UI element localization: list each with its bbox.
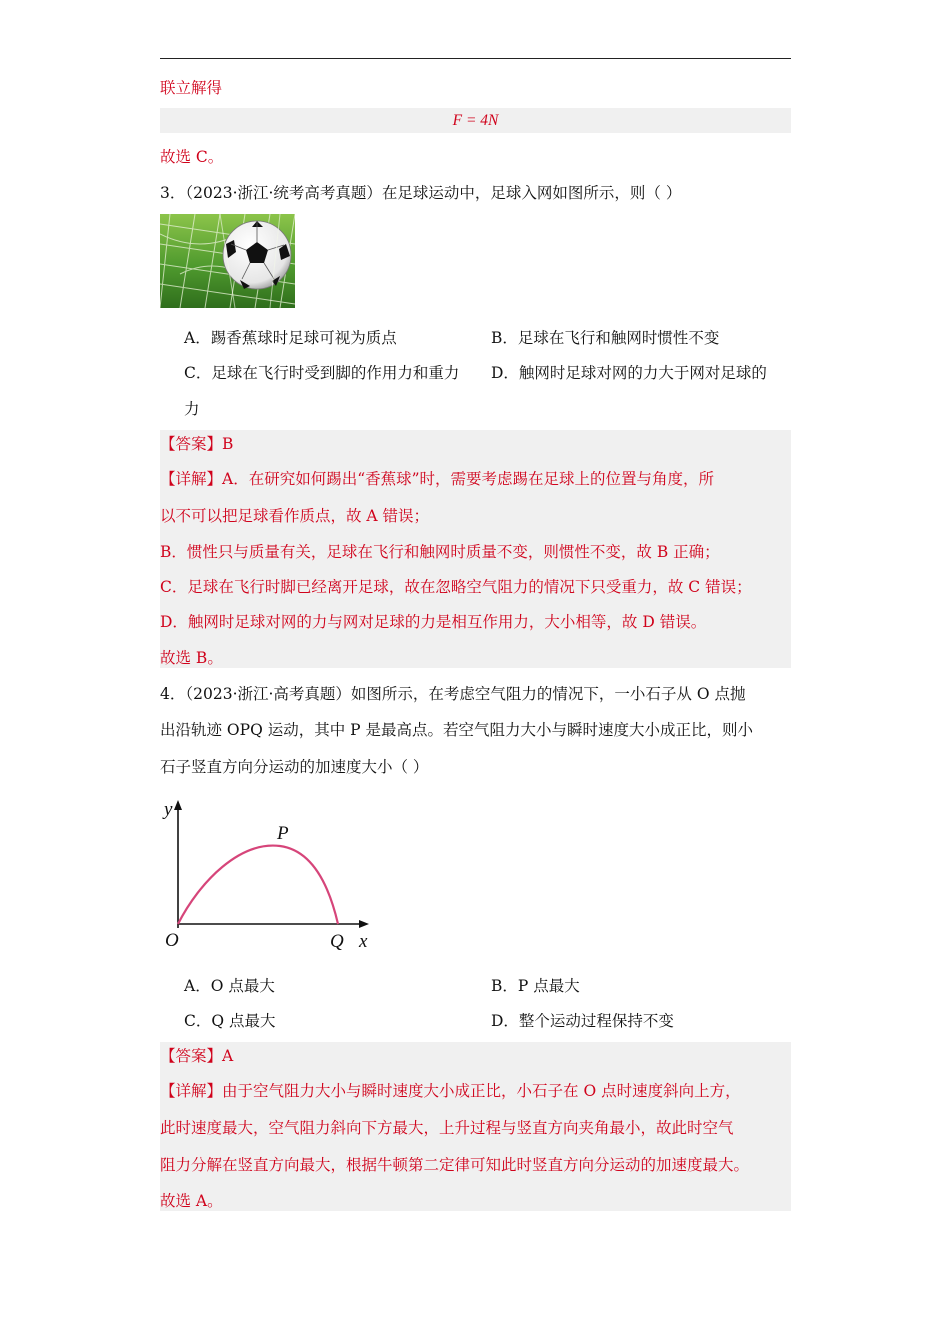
q4-detail-text-1: 由于空气阻力大小与瞬时速度大小成正比，小石子在 O 点时速度斜向上方，	[222, 1082, 741, 1100]
x-label: x	[359, 931, 368, 952]
q3-detail-line-3: B．惯性只与质量有关，足球在飞行和触网时质量不变，则惯性不变，故 B 正确；	[160, 543, 720, 561]
q4-option-b: B．P 点最大	[491, 977, 580, 995]
q4-option-c: C．Q 点最大	[184, 1012, 276, 1030]
q3-detail-line-5: D．触网时足球对网的力与网对足球的力是相互作用力，大小相等，故 D 错误。	[160, 613, 707, 631]
q3-option-b: B．足球在飞行和触网时惯性不变	[491, 329, 720, 347]
point-q-label: Q	[330, 931, 344, 952]
q3-detail-line-2: 以不可以把足球看作质点，故 A 错误；	[160, 507, 430, 525]
q3-detail-line-6: 故选 B。	[160, 649, 223, 667]
q4-stem-line-3: 石子竖直方向分运动的加速度大小（ ）	[160, 758, 429, 776]
q3-detail-line-1	[160, 468, 714, 490]
y-axis-arrow-icon	[174, 800, 182, 810]
q4-detail-line-4: 故选 A。	[160, 1192, 223, 1210]
q4-stem-text-1: （2023·浙江·高考真题）如图所示，在考虑空气阻力的情况下，一小石子从 O 点抛	[185, 685, 746, 703]
y-label: y	[164, 799, 173, 820]
q4-detail-line-3: 阻力分解在竖直方向最大，根据牛顿第二定律可知此时竖直方向分运动的加速度最大。	[160, 1156, 750, 1174]
q3-option-d-cont: 力	[184, 400, 200, 418]
q3-stem	[160, 182, 681, 204]
q4-detail-tag: 【详解】	[160, 1082, 223, 1100]
q4-option-a: A．O 点最大	[184, 977, 275, 995]
x-axis-arrow-icon	[359, 920, 369, 928]
q4-answer: 【答案】A	[160, 1047, 234, 1065]
q4-stem-line-1	[160, 683, 746, 705]
q3-detail-text-1: A．在研究如何踢出“香蕉球”时，需要考虑踢在足球上的位置与角度，所	[222, 470, 715, 488]
solution-lianli: 联立解得	[160, 79, 223, 97]
q3-number: 3．	[160, 184, 186, 202]
q4-detail-line-1	[160, 1080, 741, 1102]
q3-option-c: C．足球在飞行时受到脚的作用力和重力	[184, 364, 460, 382]
trajectory-graph	[160, 796, 380, 954]
soccer-ball-net-image	[160, 214, 295, 308]
trajectory-curve	[178, 846, 338, 924]
q4-detail-line-2: 此时速度最大，空气阻力斜向下方最大，上升过程与竖直方向夹角最小，故此时空气	[160, 1119, 734, 1137]
equation-text: F = 4N	[452, 112, 499, 129]
point-p-label: P	[277, 823, 289, 844]
solution-conclusion: 故选 C。	[160, 148, 224, 166]
q3-text: （2023·浙江·统考高考真题）在足球运动中，足球入网如图所示，则（ ）	[185, 184, 682, 202]
q3-answer: 【答案】B	[160, 435, 234, 453]
q3-option-d: D．触网时足球对网的力大于网对足球的	[491, 364, 767, 382]
point-o-label: O	[165, 930, 179, 951]
q3-option-a: A．踢香蕉球时足球可视为质点	[184, 329, 397, 347]
q3-detail-tag: 【详解】	[160, 470, 223, 488]
q4-stem-line-2: 出沿轨迹 OPQ 运动，其中 P 是最高点。若空气阻力大小与瞬时速度大小成正比，则小	[160, 721, 753, 739]
q3-detail-line-4: C．足球在飞行时脚已经离开足球，故在忽略空气阻力的情况下只受重力，故 C 错误；	[160, 578, 752, 596]
q4-option-d: D．整个运动过程保持不变	[491, 1012, 674, 1030]
q4-number: 4．	[160, 685, 186, 703]
header-rule	[160, 58, 791, 59]
equation-block	[160, 108, 791, 133]
